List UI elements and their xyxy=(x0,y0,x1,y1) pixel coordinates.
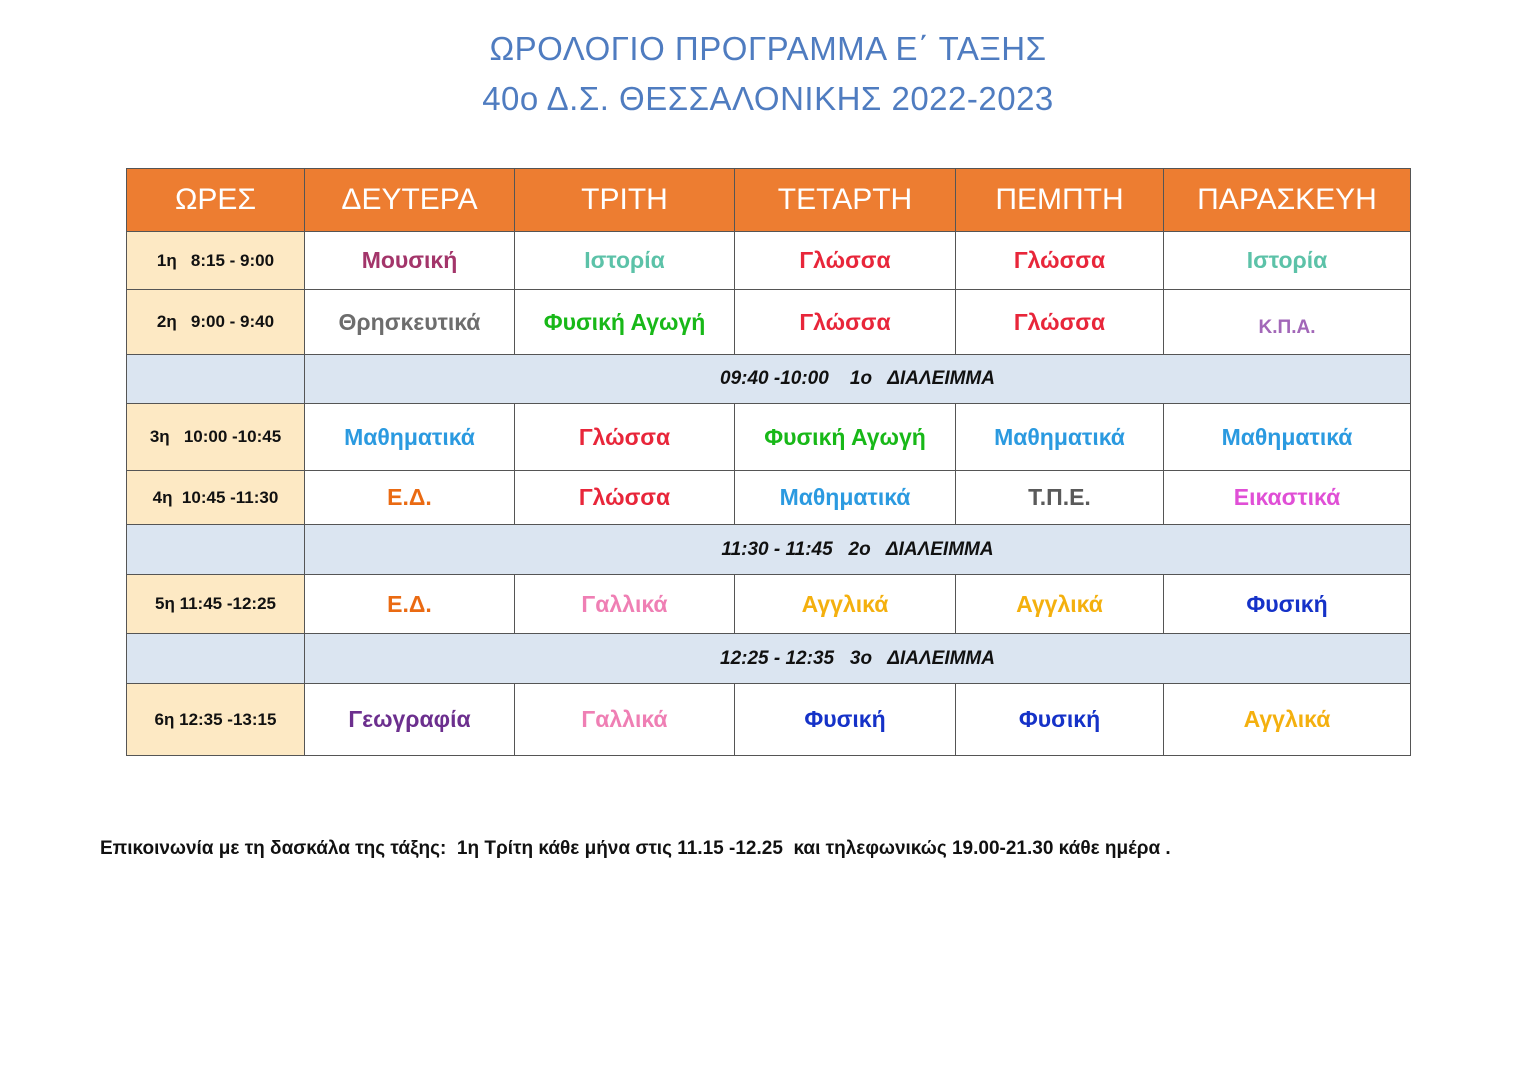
subject-cell: Εικαστικά xyxy=(1164,471,1411,525)
header-wednesday: ΤΕΤΑΡΤΗ xyxy=(735,169,956,232)
break-row xyxy=(127,525,1411,575)
subject-cell: Γλώσσα xyxy=(515,471,735,525)
subject-cell: Αγγλικά xyxy=(735,575,956,634)
subject-cell: Γαλλικά xyxy=(515,684,735,756)
break-hour-cell xyxy=(127,525,305,575)
subject-cell: Γεωγραφία xyxy=(305,684,515,756)
title-line-2: 40ο Δ.Σ. ΘΕΣΣΑΛΟΝΙΚΗΣ 2022-2023 xyxy=(482,80,1054,117)
title-line-1: ΩΡΟΛΟΓΙΟ ΠΡΟΓΡΑΜΜΑ Ε΄ ΤΑΞΗΣ xyxy=(489,30,1047,67)
page-title xyxy=(0,24,1536,124)
subject-cell: Φυσική xyxy=(956,684,1164,756)
period-time: 3η 10:00 -10:45 xyxy=(127,404,305,471)
subject-cell: Ιστορία xyxy=(515,232,735,290)
header-monday: ΔΕΥΤΕΡΑ xyxy=(305,169,515,232)
subject-cell: Φυσική Αγωγή xyxy=(735,404,956,471)
contact-note: Επικοινωνία με τη δασκάλα της τάξης: 1η Τρίτη κάθε μήνα στις 11.15 -12.25 και τηλεφωνικώς 19.00-21.30 κάθε ημέρα . xyxy=(100,838,1171,859)
period-row xyxy=(127,232,1411,290)
subject-cell: Μαθηματικά xyxy=(956,404,1164,471)
subject-cell: Γλώσσα xyxy=(956,232,1164,290)
period-time: 6η 12:35 -13:15 xyxy=(127,684,305,756)
period-row xyxy=(127,575,1411,634)
timetable xyxy=(126,168,1411,756)
subject-cell: Κ.Π.Α. xyxy=(1164,290,1411,355)
subject-cell: Γλώσσα xyxy=(735,232,956,290)
break-row xyxy=(127,355,1411,404)
period-row xyxy=(127,471,1411,525)
subject-cell: Μουσική xyxy=(305,232,515,290)
subject-cell: Ε.Δ. xyxy=(305,471,515,525)
period-row xyxy=(127,290,1411,355)
subject-cell: Μαθηματικά xyxy=(305,404,515,471)
header-hours: ΩΡΕΣ xyxy=(127,169,305,232)
subject-cell: Μαθηματικά xyxy=(735,471,956,525)
period-time: 4η 10:45 -11:30 xyxy=(127,471,305,525)
header-thursday: ΠΕΜΠΤΗ xyxy=(956,169,1164,232)
subject-cell: Φυσική Αγωγή xyxy=(515,290,735,355)
period-row xyxy=(127,404,1411,471)
period-time: 2η 9:00 - 9:40 xyxy=(127,290,305,355)
header-tuesday: ΤΡΙΤΗ xyxy=(515,169,735,232)
period-time: 1η 8:15 - 9:00 xyxy=(127,232,305,290)
subject-cell: Φυσική xyxy=(1164,575,1411,634)
subject-cell: Γλώσσα xyxy=(735,290,956,355)
break-hour-cell xyxy=(127,355,305,404)
period-time: 5η 11:45 -12:25 xyxy=(127,575,305,634)
subject-cell: Ε.Δ. xyxy=(305,575,515,634)
header-row xyxy=(127,169,1411,232)
header-friday: ΠΑΡΑΣΚΕΥΗ xyxy=(1164,169,1411,232)
subject-cell: Θρησκευτικά xyxy=(305,290,515,355)
subject-cell: Τ.Π.Ε. xyxy=(956,471,1164,525)
break-label: 09:40 -10:00 1ο ΔΙΑΛΕΙΜΜΑ xyxy=(305,355,1411,404)
subject-cell: Αγγλικά xyxy=(1164,684,1411,756)
subject-cell: Γλώσσα xyxy=(956,290,1164,355)
subject-cell: Γαλλικά xyxy=(515,575,735,634)
subject-cell: Αγγλικά xyxy=(956,575,1164,634)
break-label: 12:25 - 12:35 3ο ΔΙΑΛΕΙΜΜΑ xyxy=(305,634,1411,684)
period-row xyxy=(127,684,1411,756)
subject-cell: Ιστορία xyxy=(1164,232,1411,290)
break-row xyxy=(127,634,1411,684)
break-hour-cell xyxy=(127,634,305,684)
subject-cell: Μαθηματικά xyxy=(1164,404,1411,471)
break-label: 11:30 - 11:45 2ο ΔΙΑΛΕΙΜΜΑ xyxy=(305,525,1411,575)
subject-cell: Φυσική xyxy=(735,684,956,756)
subject-cell: Γλώσσα xyxy=(515,404,735,471)
